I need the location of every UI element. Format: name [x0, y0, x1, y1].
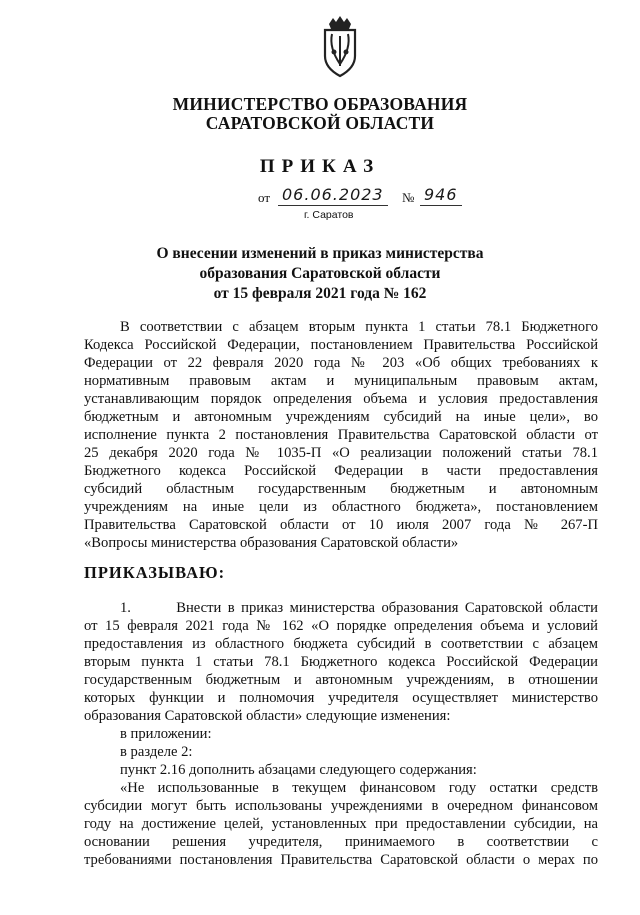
order-word: ПРИКАЗЫВАЮ: — [84, 563, 226, 582]
body-line: пункт 2.16 дополнить абзацами следующего содержания: — [120, 762, 477, 778]
preamble-line: устанавливающим порядок определения объема и условия предоставления — [84, 391, 598, 407]
body-line: субсидии могут быть использованы учреждениями в очередном финансовом — [84, 798, 598, 814]
body-line: 1. Внести в приказ министерства образования Саратовской области — [120, 600, 598, 616]
preamble-line: исполнение пункта 2 постановления Правительства Саратовской области от — [84, 427, 598, 443]
number-value: 946 — [424, 185, 458, 204]
body-line: основании решения учредителя, принимаемого в соответствии с — [84, 834, 598, 850]
subject-line1: О внесении изменений в приказ министерства — [156, 245, 484, 262]
preamble-line: нормативным правовым актам и муниципальным правовым актам, — [84, 373, 598, 389]
preamble-line: Кодекса Российской Федерации, постановлением Правительства Российской — [84, 337, 598, 353]
subject-line2: образования Саратовской области — [199, 265, 441, 282]
document-type-title: ПРИКАЗ — [259, 156, 381, 177]
body-line: «Не использованные в текущем финансовом году остатки средств — [120, 780, 598, 796]
body-line: в приложении: — [120, 726, 212, 742]
body-line: образования Саратовской области» следующие изменения: — [84, 708, 451, 724]
body-line: от 15 февраля 2021 года № 162 «О порядке определения объема и условий — [84, 618, 598, 634]
saratov-coat-of-arms-icon — [315, 14, 365, 80]
body-line: году на достижение целей, установленных при предоставлении субсидии, на — [84, 816, 598, 832]
body-line: в разделе 2: — [120, 744, 193, 760]
preamble-line: Правительства Саратовской области от 10 июля 2007 года № 267-П — [84, 517, 598, 533]
preamble-line: «Вопросы министерства образования Саратовской области» — [84, 535, 459, 551]
preamble-line: учреждениям на иные цели из областного бюджета», постановлением — [84, 499, 598, 515]
preamble-line: Бюджетного кодекса Российской Федерации в части предоставления — [84, 463, 598, 479]
preamble-line: 25 декабря 2020 года № 1035-П «О реализации положений статьи 78.1 — [84, 445, 598, 461]
date-prefix: от — [258, 190, 271, 205]
city-label: г. Саратов — [304, 209, 354, 221]
ministry-name-line2: САРАТОВСКОЙ ОБЛАСТИ — [205, 113, 435, 133]
body-line: предоставления из областного бюджета субсидий в соответствии с абзацем — [84, 636, 598, 652]
subject-line3: от 15 февраля 2021 года № 162 — [213, 285, 427, 302]
number-prefix: № — [402, 190, 415, 205]
preamble-line: В соответствии с абзацем вторым пункта 1 статьи 78.1 Бюджетного — [120, 319, 598, 335]
date-underline — [278, 205, 388, 206]
preamble-line: субсидий областным государственным бюджетным и автономным — [84, 481, 598, 497]
body-line: которых функции и полномочия учредителя осуществляет министерство — [84, 690, 598, 706]
body-line: требованиями постановления Правительства Саратовской области о мерах по — [84, 852, 598, 868]
body-line: государственным бюджетным и автономным учреждениям, в отношении — [84, 672, 598, 688]
preamble-line: Федерации от 22 февраля 2020 года № 203 «Об общих требованиях к — [84, 355, 598, 371]
number-underline — [420, 205, 462, 206]
preamble-line: бюджетным и автономным учреждениям субсидий на иные цели», во — [84, 409, 598, 425]
ministry-name-line1: МИНИСТЕРСТВО ОБРАЗОВАНИЯ — [172, 94, 468, 114]
body-line: вторым пункта 1 статьи 78.1 Бюджетного кодекса Российской Федерации — [84, 654, 598, 670]
date-value: 06.06.2023 — [282, 185, 384, 204]
